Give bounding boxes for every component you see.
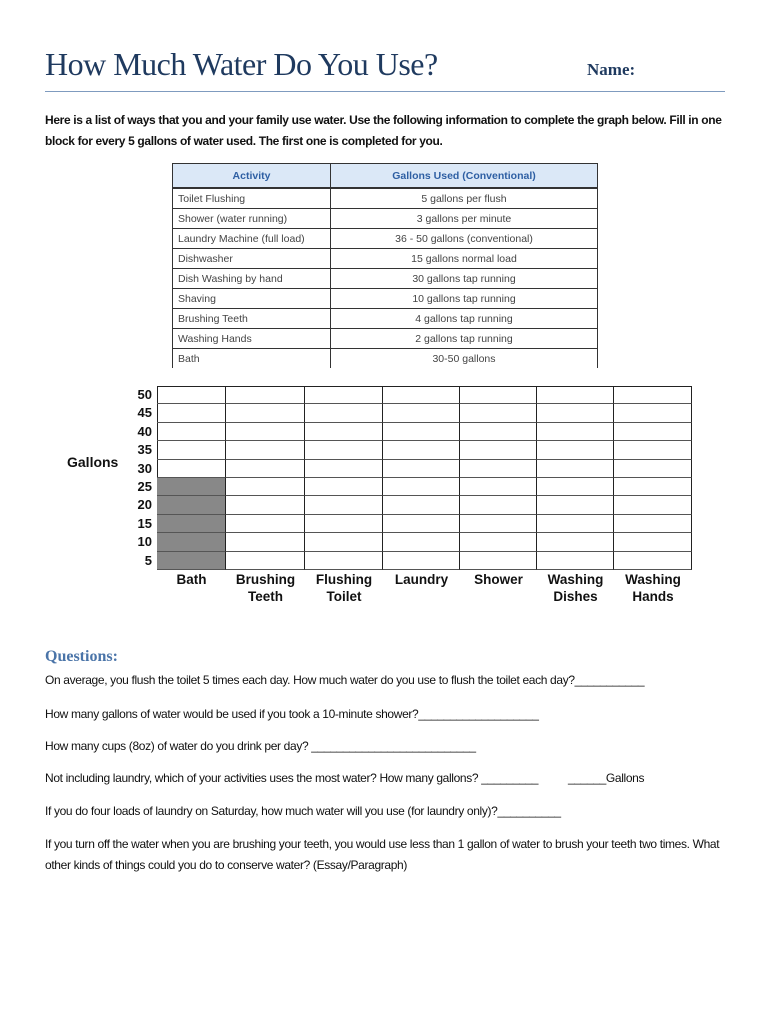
empty-block[interactable] <box>537 441 614 459</box>
x-category-label: Washing Dishes <box>547 572 604 604</box>
y-tick-label: 15 <box>137 515 152 531</box>
empty-block[interactable] <box>305 533 383 551</box>
empty-block[interactable] <box>157 423 226 441</box>
activity-cell: Shaving <box>173 289 331 309</box>
empty-block[interactable] <box>460 386 537 404</box>
column-header-activity: Activity <box>173 164 331 189</box>
x-category-label: Washing Hands <box>625 572 681 604</box>
y-tick-label: 45 <box>137 405 152 421</box>
empty-block[interactable] <box>460 552 537 570</box>
x-category-label: Brushing Teeth <box>235 572 296 604</box>
empty-block[interactable] <box>614 496 692 514</box>
filled-block[interactable] <box>157 515 226 533</box>
name-label: Name: <box>587 60 636 79</box>
empty-block[interactable] <box>157 404 226 422</box>
gallons-cell: 15 gallons normal load <box>331 249 598 269</box>
empty-block[interactable] <box>614 386 692 404</box>
activity-cell: Bath <box>173 349 331 369</box>
empty-block[interactable] <box>305 515 383 533</box>
empty-block[interactable] <box>614 423 692 441</box>
empty-block[interactable] <box>226 386 305 404</box>
empty-block[interactable] <box>537 460 614 478</box>
empty-block[interactable] <box>305 552 383 570</box>
empty-block[interactable] <box>383 552 460 570</box>
empty-block[interactable] <box>614 515 692 533</box>
y-tick-label: 50 <box>137 387 152 402</box>
column-header-gallons: Gallons Used (Conventional) <box>331 164 598 189</box>
gallons-cell: 36 - 50 gallons (conventional) <box>331 229 598 249</box>
empty-block[interactable] <box>383 533 460 551</box>
gallons-cell: 2 gallons tap running <box>331 329 598 349</box>
empty-block[interactable] <box>614 552 692 570</box>
empty-block[interactable] <box>226 441 305 459</box>
page-title: How Much Water Do You Use? <box>45 46 438 82</box>
y-tick-label: 10 <box>137 534 152 550</box>
activity-cell: Laundry Machine (full load) <box>173 229 331 249</box>
empty-block[interactable] <box>460 533 537 551</box>
y-axis-label: Gallons <box>67 454 119 470</box>
question: How many cups (8oz) of water do you drink per day? __________________________ <box>45 739 476 753</box>
activity-cell: Dish Washing by hand <box>173 269 331 289</box>
empty-block[interactable] <box>383 404 460 422</box>
empty-block[interactable] <box>305 441 383 459</box>
empty-block[interactable] <box>383 460 460 478</box>
filled-block[interactable] <box>157 478 226 496</box>
empty-block[interactable] <box>157 460 226 478</box>
empty-block[interactable] <box>537 533 614 551</box>
empty-block[interactable] <box>226 533 305 551</box>
empty-block[interactable] <box>383 478 460 496</box>
empty-block[interactable] <box>157 441 226 459</box>
gallons-cell: 4 gallons tap running <box>331 309 598 329</box>
empty-block[interactable] <box>226 423 305 441</box>
empty-block[interactable] <box>305 404 383 422</box>
empty-block[interactable] <box>305 496 383 514</box>
question: On average, you flush the toilet 5 times each day. How much water do you use to flush the toilet each day?___________ <box>45 673 645 687</box>
y-tick-label: 30 <box>137 460 152 476</box>
activity-cell: Brushing Teeth <box>173 309 331 329</box>
empty-block[interactable] <box>305 386 383 404</box>
empty-block[interactable] <box>460 478 537 496</box>
gallons-cell: 10 gallons tap running <box>331 289 598 309</box>
empty-block[interactable] <box>614 478 692 496</box>
empty-block[interactable] <box>383 386 460 404</box>
empty-block[interactable] <box>614 460 692 478</box>
question: If you turn off the water when you are brushing your teeth, you would use less than 1 gallon of water to brush your teeth two times. What other kinds of things could you do to conserve water? (Essay/Paragraph) <box>45 837 720 872</box>
empty-block[interactable] <box>460 515 537 533</box>
empty-block[interactable] <box>537 423 614 441</box>
x-category-label: Shower <box>474 572 523 587</box>
empty-block[interactable] <box>305 478 383 496</box>
gallons-cell: 5 gallons per flush <box>331 188 598 209</box>
empty-block[interactable] <box>383 515 460 533</box>
x-category-label: Bath <box>176 572 207 587</box>
x-category-label: Flushing Toilet <box>315 572 373 604</box>
filled-block[interactable] <box>157 552 226 570</box>
empty-block[interactable] <box>537 404 614 422</box>
empty-block[interactable] <box>226 552 305 570</box>
empty-block[interactable] <box>383 423 460 441</box>
activity-cell: Washing Hands <box>173 329 331 349</box>
empty-block[interactable] <box>383 441 460 459</box>
empty-block[interactable] <box>614 533 692 551</box>
questions-heading: Questions: <box>45 648 118 665</box>
empty-block[interactable] <box>537 552 614 570</box>
x-category-label: Laundry <box>394 572 449 587</box>
empty-block[interactable] <box>614 441 692 459</box>
y-tick-label: 25 <box>137 479 152 494</box>
y-tick-label: 40 <box>137 423 152 439</box>
empty-block[interactable] <box>157 386 226 404</box>
y-tick-label: 35 <box>137 442 152 458</box>
empty-block[interactable] <box>460 423 537 441</box>
empty-block[interactable] <box>226 478 305 496</box>
gallons-cell: 30-50 gallons <box>331 349 598 369</box>
empty-block[interactable] <box>226 496 305 514</box>
question: Not including laundry, which of your activities uses the most water? How many gallons? _________ ______Gallons <box>45 771 645 785</box>
empty-block[interactable] <box>226 515 305 533</box>
empty-block[interactable] <box>460 496 537 514</box>
gallons-cell: 30 gallons tap running <box>331 269 598 289</box>
empty-block[interactable] <box>537 496 614 514</box>
empty-block[interactable] <box>305 460 383 478</box>
empty-block[interactable] <box>537 515 614 533</box>
filled-block[interactable] <box>157 496 226 514</box>
filled-block[interactable] <box>157 533 226 551</box>
question: How many gallons of water would be used if you took a 10-minute shower?___________________ <box>45 707 539 721</box>
empty-block[interactable] <box>460 460 537 478</box>
empty-block[interactable] <box>226 460 305 478</box>
empty-block[interactable] <box>460 404 537 422</box>
y-tick-label: 20 <box>137 497 152 513</box>
instructions: Here is a list of ways that you and your family use water. Use the following information to complete the graph below. Fill in one block for every 5 gallons of water used. The first one is completed for you. <box>45 113 722 148</box>
empty-block[interactable] <box>383 496 460 514</box>
activity-cell: Toilet Flushing <box>173 188 331 209</box>
gallons-cell: 3 gallons per minute <box>331 209 598 229</box>
empty-block[interactable] <box>537 386 614 404</box>
empty-block[interactable] <box>537 478 614 496</box>
empty-block[interactable] <box>460 441 537 459</box>
empty-block[interactable] <box>305 423 383 441</box>
y-tick-label: 5 <box>144 552 152 568</box>
activity-cell: Shower (water running) <box>173 209 331 229</box>
empty-block[interactable] <box>614 404 692 422</box>
question: If you do four loads of laundry on Saturday, how much water will you use (for laundry only)?__________ <box>45 804 561 818</box>
empty-block[interactable] <box>226 404 305 422</box>
activity-cell: Dishwasher <box>173 249 331 269</box>
